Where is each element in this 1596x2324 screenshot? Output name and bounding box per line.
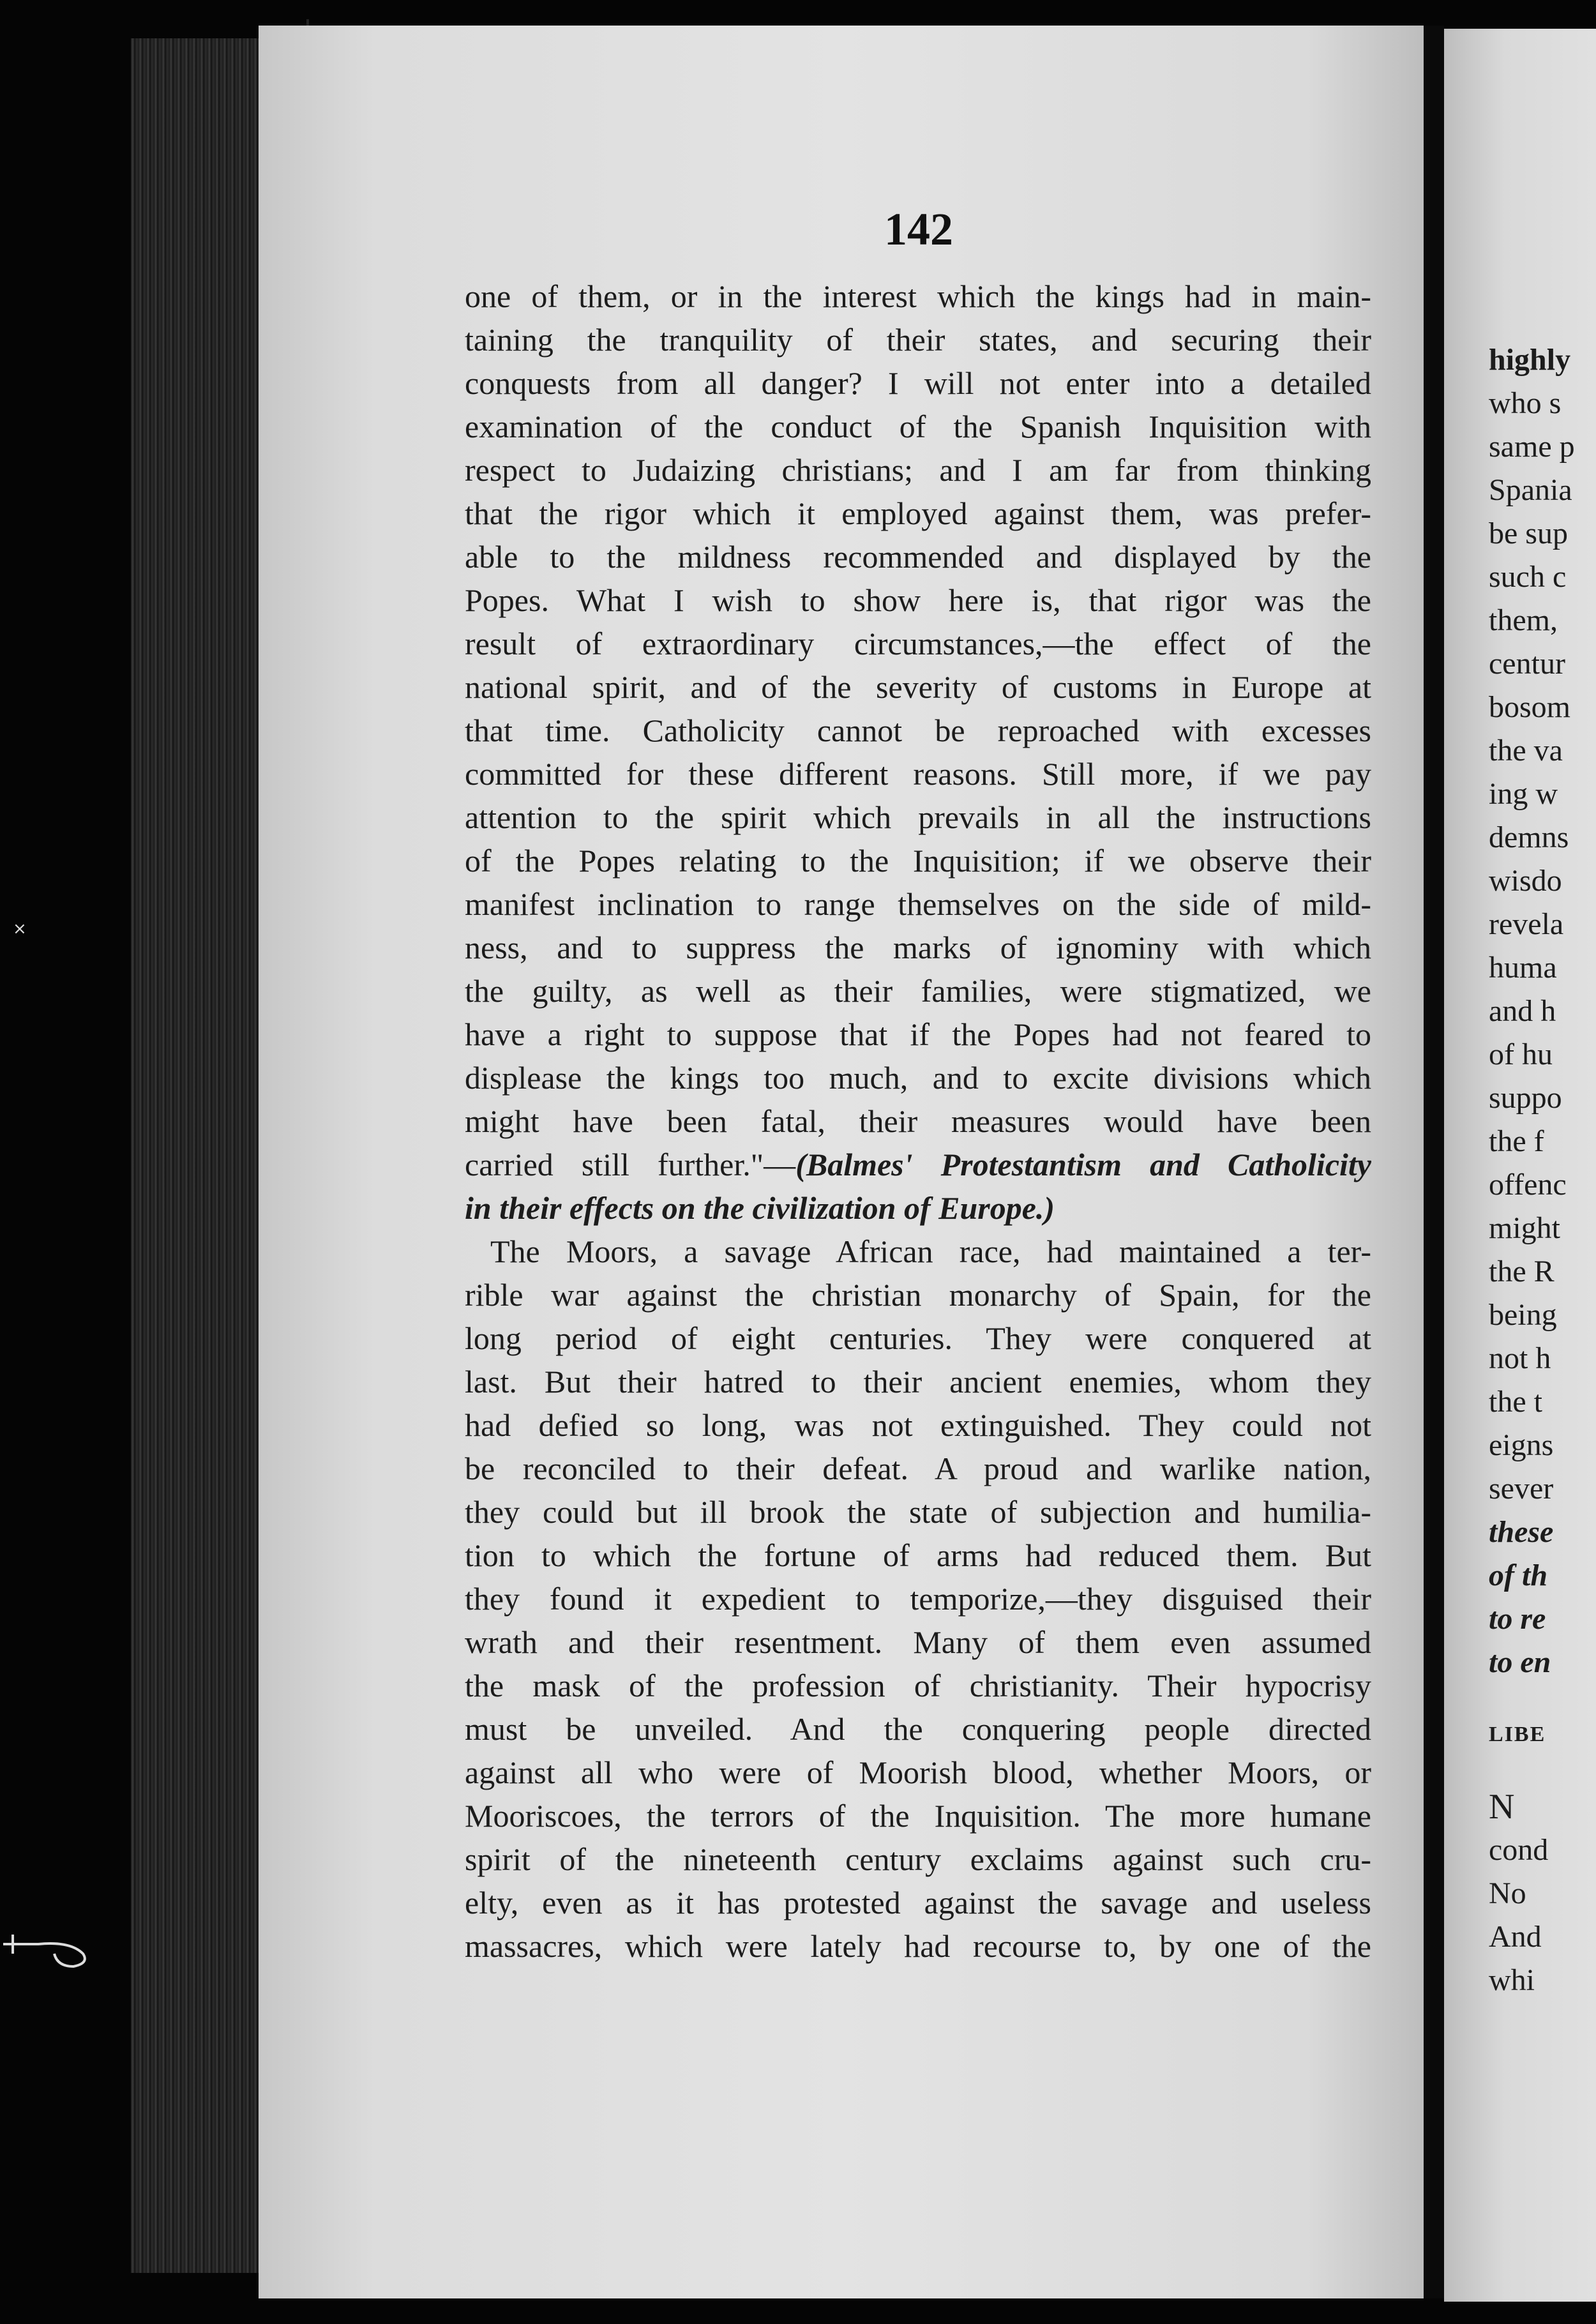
quote-end-text: carried still further."— <box>465 1147 796 1182</box>
right-page-text-fragment: huma <box>1489 951 1557 985</box>
scan-margin-arrow-mark <box>0 1915 102 1973</box>
right-page-text-fragment: might <box>1489 1211 1561 1245</box>
right-page-text-fragment: centur <box>1489 647 1565 681</box>
citation-line <box>465 1143 1371 1186</box>
right-page-text-fragment: of hu <box>1489 1038 1553 1071</box>
right-page-text-fragment: the f <box>1489 1124 1544 1158</box>
text-line: one of them, or in the interest which the kings had in main- <box>465 278 1371 314</box>
text-line: spirit of the nineteenth century exclaims against such cru- <box>465 1841 1371 1877</box>
right-page-text-fragment: highly <box>1489 343 1571 377</box>
right-page-text-fragment: of th <box>1489 1558 1548 1592</box>
right-page-text-fragment: offenc <box>1489 1168 1567 1202</box>
text-line: the guilty, as well as their families, were stigmatized, we <box>465 973 1371 1009</box>
text-line: manifest inclination to range themselves on the side of mild- <box>465 886 1371 922</box>
text-line: respect to Judaizing christians; and I am far from thinking <box>465 452 1371 488</box>
right-page-text-fragment: these <box>1489 1515 1554 1549</box>
text-line: they found it expedient to temporize,—they disguised their <box>465 1581 1371 1617</box>
text-line: last. But their hatred to their ancient enemies, whom they <box>465 1364 1371 1400</box>
text-line: attention to the spirit which prevails in all the instructions <box>465 799 1371 835</box>
text-line: long period of eight centuries. They were conquered at <box>465 1320 1371 1356</box>
right-page-text-fragment: the va <box>1489 734 1563 767</box>
right-page-text-fragment: them, <box>1489 603 1558 637</box>
right-page-text-fragment: cond <box>1489 1833 1549 1867</box>
book-gutter <box>1424 26 1444 2298</box>
right-page-text-fragment: eigns <box>1489 1428 1554 1462</box>
right-page-text-fragment: Spania <box>1489 473 1572 507</box>
right-page-text-fragment: such c <box>1489 560 1567 594</box>
text-line: Mooriscoes, the terrors of the Inquisition. The more humane <box>465 1798 1371 1834</box>
text-line: wrath and their resentment. Many of them even assumed <box>465 1624 1371 1660</box>
text-line: they could but ill brook the state of subjection and humilia- <box>465 1494 1371 1530</box>
text-line: that the rigor which it employed against them, was prefer- <box>465 495 1371 531</box>
text-line: committed for these different reasons. Still more, if we pay <box>465 756 1371 792</box>
text-line: massacres, which were lately had recourse to, by one of the <box>465 1928 1371 1964</box>
text-line: conquests from all danger? I will not enter into a detailed <box>465 365 1371 401</box>
citation-line <box>465 1186 1371 1230</box>
text-line: tion to which the fortune of arms had reduced them. But <box>465 1537 1371 1573</box>
right-book-page <box>1444 29 1596 2302</box>
text-line: have a right to suppose that if the Popes had not feared to <box>465 1016 1371 1052</box>
right-page-text-fragment: No <box>1489 1876 1526 1910</box>
text-line: elty, even as it has protested against the savage and useless <box>465 1885 1371 1920</box>
text-line: that time. Catholicity cannot be reproached with excesses <box>465 713 1371 748</box>
citation-italic-text: (Balmes' Protestantism and Catholicity <box>795 1147 1371 1182</box>
citation-italic-text: in their effects on the civilization of Europe.) <box>465 1190 1055 1226</box>
text-line: against all who were of Moorish blood, whether Moors, or <box>465 1754 1371 1790</box>
right-page-text-fragment: and h <box>1489 994 1556 1028</box>
right-page-text-fragment: suppo <box>1489 1081 1562 1115</box>
right-page-text-fragment: LIBE <box>1489 1723 1546 1746</box>
text-line: had defied so long, was not extinguished. They could not <box>465 1407 1371 1443</box>
paragraph-2 <box>465 1230 1371 1968</box>
text-line: might have been fatal, their measures would have been <box>465 1103 1371 1139</box>
text-line: displease the kings too much, and to excite divisions which <box>465 1060 1371 1096</box>
page-number: 142 <box>884 204 953 255</box>
text-line: Popes. What I wish to show here is, that rigor was the <box>465 582 1371 618</box>
text-line: ness, and to suppress the marks of ignominy with which <box>465 930 1371 965</box>
text-line: be reconciled to their defeat. A proud and warlike nation, <box>465 1451 1371 1486</box>
text-line: must be unveiled. And the conquering people directed <box>465 1711 1371 1747</box>
text-line: of the Popes relating to the Inquisition; if we observe their <box>465 843 1371 879</box>
right-page-text-fragment: wisdo <box>1489 864 1562 898</box>
right-page-text-fragment: bosom <box>1489 690 1571 724</box>
right-page-text-fragment: be sup <box>1489 517 1568 550</box>
text-line: examination of the conduct of the Spanish Inquisition with <box>465 409 1371 444</box>
right-page-text <box>1489 338 1575 2002</box>
right-page-text-fragment: whi <box>1489 1963 1535 1997</box>
right-page-text-fragment: And <box>1489 1920 1542 1954</box>
text-line: taining the tranquility of their states, and securing their <box>465 322 1371 358</box>
right-page-text-fragment: demns <box>1489 820 1569 854</box>
right-page-text-fragment: sever <box>1489 1472 1554 1505</box>
right-page-text-fragment: not h <box>1489 1341 1551 1375</box>
text-line: the mask of the profession of christianity. Their hypocrisy <box>465 1668 1371 1703</box>
right-page-text-fragment: ing w <box>1489 777 1558 811</box>
text-line: able to the mildness recommended and displayed by the <box>465 539 1371 575</box>
left-page-text <box>465 275 1371 1968</box>
text-line: national spirit, and of the severity of customs in Europe at <box>465 669 1371 705</box>
right-page-text-fragment: to en <box>1489 1645 1551 1679</box>
right-page-text-fragment: the R <box>1489 1255 1555 1288</box>
right-page-text-fragment: same p <box>1489 430 1575 464</box>
right-page-text-fragment: revela <box>1489 907 1564 941</box>
scan-speck: × <box>13 919 27 939</box>
right-page-text-fragment: to re <box>1489 1602 1546 1636</box>
text-line: The Moors, a savage African race, had maintained a ter- <box>490 1234 1371 1269</box>
right-page-text-fragment: being <box>1489 1298 1557 1332</box>
right-page-text-fragment: the t <box>1489 1385 1542 1419</box>
text-line: result of extraordinary circumstances,—the effect of the <box>465 626 1371 661</box>
paragraph-1 <box>465 275 1371 1143</box>
right-page-text-fragment: who s <box>1489 386 1562 420</box>
text-line: rible war against the christian monarchy of Spain, for the <box>465 1277 1371 1313</box>
book-page-edges <box>131 38 259 2273</box>
right-page-text-fragment: N <box>1489 1787 1515 1827</box>
